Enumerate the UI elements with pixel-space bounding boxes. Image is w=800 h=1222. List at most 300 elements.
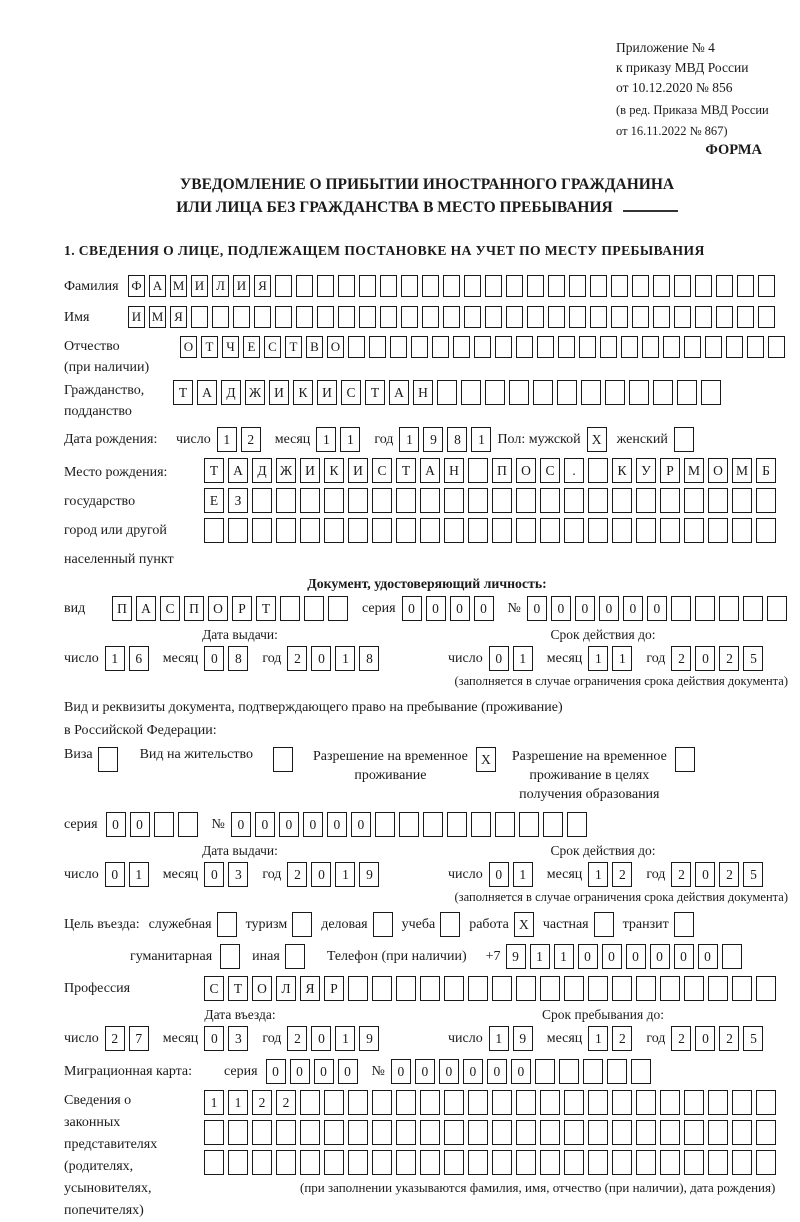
- char-box[interactable]: [557, 380, 577, 405]
- char-box[interactable]: [212, 306, 229, 328]
- char-box[interactable]: 0: [626, 944, 646, 969]
- char-box[interactable]: [636, 976, 656, 1001]
- char-box[interactable]: [695, 596, 715, 621]
- char-box[interactable]: А: [389, 380, 409, 405]
- char-box[interactable]: С: [160, 596, 180, 621]
- char-box[interactable]: [701, 380, 721, 405]
- char-box[interactable]: 0: [311, 862, 331, 887]
- char-box[interactable]: [705, 336, 722, 358]
- purpose-business-checkbox[interactable]: [373, 912, 393, 937]
- char-box[interactable]: 0: [314, 1059, 334, 1084]
- char-box[interactable]: [756, 976, 776, 1001]
- char-box[interactable]: [324, 1090, 344, 1115]
- char-box[interactable]: [390, 336, 407, 358]
- char-box[interactable]: [674, 306, 691, 328]
- char-box[interactable]: Н: [413, 380, 433, 405]
- doc-type-boxes[interactable]: [112, 596, 352, 621]
- char-box[interactable]: [396, 488, 416, 513]
- char-box[interactable]: [564, 1090, 584, 1115]
- char-box[interactable]: 0: [338, 1059, 358, 1084]
- char-box[interactable]: Т: [285, 336, 302, 358]
- char-box[interactable]: [464, 306, 481, 328]
- char-box[interactable]: 0: [311, 1026, 331, 1051]
- char-box[interactable]: [495, 336, 512, 358]
- char-box[interactable]: 0: [602, 944, 622, 969]
- purpose-humanitarian-checkbox[interactable]: [220, 944, 240, 969]
- char-box[interactable]: О: [708, 458, 728, 483]
- char-box[interactable]: Я: [300, 976, 320, 1001]
- char-box[interactable]: А: [420, 458, 440, 483]
- birth-day-boxes[interactable]: [217, 427, 265, 452]
- id-expiry-month-boxes[interactable]: [588, 646, 636, 671]
- char-box[interactable]: [732, 1090, 752, 1115]
- char-box[interactable]: М: [170, 275, 187, 297]
- char-box[interactable]: А: [228, 458, 248, 483]
- char-box[interactable]: 1: [204, 1090, 224, 1115]
- char-box[interactable]: [708, 1090, 728, 1115]
- char-box[interactable]: 2: [719, 862, 739, 887]
- char-box[interactable]: [492, 488, 512, 513]
- char-box[interactable]: [674, 275, 691, 297]
- char-box[interactable]: Ч: [222, 336, 239, 358]
- char-box[interactable]: 0: [231, 812, 251, 837]
- char-box[interactable]: [612, 1120, 632, 1145]
- char-box[interactable]: [304, 596, 324, 621]
- char-box[interactable]: [485, 380, 505, 405]
- char-box[interactable]: [444, 976, 464, 1001]
- char-box[interactable]: [527, 306, 544, 328]
- char-box[interactable]: [708, 1150, 728, 1175]
- char-box[interactable]: 1: [217, 427, 237, 452]
- char-box[interactable]: 0: [415, 1059, 435, 1084]
- char-box[interactable]: А: [197, 380, 217, 405]
- char-box[interactable]: [280, 596, 300, 621]
- char-box[interactable]: [324, 488, 344, 513]
- char-box[interactable]: 5: [743, 646, 763, 671]
- char-box[interactable]: [612, 518, 632, 543]
- char-box[interactable]: [233, 306, 250, 328]
- char-box[interactable]: А: [136, 596, 156, 621]
- char-box[interactable]: [178, 812, 198, 837]
- char-box[interactable]: [474, 336, 491, 358]
- char-box[interactable]: [708, 518, 728, 543]
- char-box[interactable]: [660, 518, 680, 543]
- char-box[interactable]: [677, 380, 697, 405]
- char-box[interactable]: 2: [671, 646, 691, 671]
- patronymic-boxes[interactable]: [180, 336, 789, 358]
- char-box[interactable]: 1: [316, 427, 336, 452]
- char-box[interactable]: [684, 518, 704, 543]
- char-box[interactable]: 0: [391, 1059, 411, 1084]
- char-box[interactable]: Р: [660, 458, 680, 483]
- char-box[interactable]: [300, 1150, 320, 1175]
- char-box[interactable]: Р: [324, 976, 344, 1001]
- char-box[interactable]: [632, 275, 649, 297]
- char-box[interactable]: [621, 336, 638, 358]
- char-box[interactable]: 1: [471, 427, 491, 452]
- char-box[interactable]: [588, 488, 608, 513]
- char-box[interactable]: [663, 336, 680, 358]
- char-box[interactable]: 9: [513, 1026, 533, 1051]
- char-box[interactable]: Я: [170, 306, 187, 328]
- char-box[interactable]: 2: [287, 1026, 307, 1051]
- char-box[interactable]: [468, 458, 488, 483]
- char-box[interactable]: [423, 812, 443, 837]
- char-box[interactable]: [296, 306, 313, 328]
- char-box[interactable]: [492, 1120, 512, 1145]
- char-box[interactable]: 1: [588, 646, 608, 671]
- char-box[interactable]: [420, 1090, 440, 1115]
- char-box[interactable]: Д: [252, 458, 272, 483]
- char-box[interactable]: [768, 336, 785, 358]
- char-box[interactable]: [716, 306, 733, 328]
- char-box[interactable]: 0: [290, 1059, 310, 1084]
- char-box[interactable]: .: [564, 458, 584, 483]
- id-expiry-year-boxes[interactable]: [671, 646, 767, 671]
- char-box[interactable]: К: [324, 458, 344, 483]
- char-box[interactable]: [540, 518, 560, 543]
- char-box[interactable]: [422, 306, 439, 328]
- char-box[interactable]: [564, 488, 584, 513]
- char-box[interactable]: [328, 596, 348, 621]
- purpose-study-checkbox[interactable]: [440, 912, 460, 937]
- char-box[interactable]: [548, 306, 565, 328]
- char-box[interactable]: Т: [256, 596, 276, 621]
- char-box[interactable]: 0: [351, 812, 371, 837]
- char-box[interactable]: [396, 1150, 416, 1175]
- char-box[interactable]: [611, 306, 628, 328]
- char-box[interactable]: [684, 1150, 704, 1175]
- char-box[interactable]: 1: [588, 862, 608, 887]
- char-box[interactable]: [369, 336, 386, 358]
- char-box[interactable]: З: [228, 488, 248, 513]
- char-box[interactable]: [348, 1090, 368, 1115]
- char-box[interactable]: [453, 336, 470, 358]
- char-box[interactable]: [540, 1090, 560, 1115]
- char-box[interactable]: 0: [439, 1059, 459, 1084]
- char-box[interactable]: [372, 976, 392, 1001]
- char-box[interactable]: [300, 1120, 320, 1145]
- char-box[interactable]: [533, 380, 553, 405]
- char-box[interactable]: [228, 1120, 248, 1145]
- char-box[interactable]: [396, 976, 416, 1001]
- purpose-official-checkbox[interactable]: [217, 912, 237, 937]
- char-box[interactable]: Б: [756, 458, 776, 483]
- char-box[interactable]: [684, 976, 704, 1001]
- char-box[interactable]: [636, 1150, 656, 1175]
- char-box[interactable]: И: [191, 275, 208, 297]
- purpose-transit-checkbox[interactable]: [674, 912, 694, 937]
- char-box[interactable]: [516, 1150, 536, 1175]
- char-box[interactable]: [411, 336, 428, 358]
- char-box[interactable]: [420, 1150, 440, 1175]
- representatives-row3-boxes[interactable]: [204, 1150, 780, 1175]
- char-box[interactable]: [527, 275, 544, 297]
- entry-day-boxes[interactable]: [105, 1026, 153, 1051]
- char-box[interactable]: [588, 1150, 608, 1175]
- representatives-row2-boxes[interactable]: [204, 1120, 780, 1145]
- citizenship-boxes[interactable]: [173, 380, 725, 405]
- char-box[interactable]: [401, 306, 418, 328]
- doc-series-boxes[interactable]: [402, 596, 498, 621]
- char-box[interactable]: [372, 488, 392, 513]
- char-box[interactable]: О: [180, 336, 197, 358]
- char-box[interactable]: 2: [671, 862, 691, 887]
- name-boxes[interactable]: [128, 306, 779, 328]
- char-box[interactable]: [509, 380, 529, 405]
- char-box[interactable]: Ж: [245, 380, 265, 405]
- char-box[interactable]: 7: [129, 1026, 149, 1051]
- char-box[interactable]: С: [372, 458, 392, 483]
- char-box[interactable]: [276, 488, 296, 513]
- char-box[interactable]: [636, 518, 656, 543]
- char-box[interactable]: [468, 976, 488, 1001]
- stay-year-boxes[interactable]: [671, 1026, 767, 1051]
- char-box[interactable]: 1: [228, 1090, 248, 1115]
- char-box[interactable]: [468, 1090, 488, 1115]
- char-box[interactable]: [399, 812, 419, 837]
- char-box[interactable]: [564, 1120, 584, 1145]
- char-box[interactable]: 1: [340, 427, 360, 452]
- entry-year-boxes[interactable]: [287, 1026, 383, 1051]
- char-box[interactable]: [767, 596, 787, 621]
- char-box[interactable]: [338, 275, 355, 297]
- char-box[interactable]: [579, 336, 596, 358]
- char-box[interactable]: [401, 275, 418, 297]
- char-box[interactable]: [444, 1120, 464, 1145]
- char-box[interactable]: [348, 1150, 368, 1175]
- char-box[interactable]: С: [204, 976, 224, 1001]
- char-box[interactable]: [564, 1150, 584, 1175]
- char-box[interactable]: [276, 1120, 296, 1145]
- char-box[interactable]: [588, 1120, 608, 1145]
- char-box[interactable]: О: [252, 976, 272, 1001]
- char-box[interactable]: 1: [335, 646, 355, 671]
- residence-number-boxes[interactable]: [231, 812, 591, 837]
- char-box[interactable]: П: [492, 458, 512, 483]
- char-box[interactable]: [535, 1059, 555, 1084]
- char-box[interactable]: [420, 488, 440, 513]
- char-box[interactable]: [324, 1120, 344, 1145]
- char-box[interactable]: Т: [396, 458, 416, 483]
- char-box[interactable]: [275, 275, 292, 297]
- char-box[interactable]: Т: [228, 976, 248, 1001]
- res-issue-month-boxes[interactable]: [204, 862, 252, 887]
- char-box[interactable]: 1: [399, 427, 419, 452]
- char-box[interactable]: Ж: [276, 458, 296, 483]
- char-box[interactable]: [653, 306, 670, 328]
- char-box[interactable]: [228, 1150, 248, 1175]
- char-box[interactable]: [629, 380, 649, 405]
- id-issue-year-boxes[interactable]: [287, 646, 383, 671]
- char-box[interactable]: [671, 596, 691, 621]
- char-box[interactable]: [317, 275, 334, 297]
- char-box[interactable]: [722, 944, 742, 969]
- char-box[interactable]: [543, 812, 563, 837]
- char-box[interactable]: [338, 306, 355, 328]
- entry-month-boxes[interactable]: [204, 1026, 252, 1051]
- char-box[interactable]: [461, 380, 481, 405]
- char-box[interactable]: [612, 976, 632, 1001]
- char-box[interactable]: [276, 518, 296, 543]
- phone-boxes[interactable]: [506, 944, 746, 969]
- char-box[interactable]: [443, 275, 460, 297]
- id-expiry-day-boxes[interactable]: [489, 646, 537, 671]
- char-box[interactable]: [537, 336, 554, 358]
- char-box[interactable]: 0: [695, 862, 715, 887]
- char-box[interactable]: [380, 275, 397, 297]
- char-box[interactable]: [612, 1090, 632, 1115]
- char-box[interactable]: [607, 1059, 627, 1084]
- char-box[interactable]: [612, 1150, 632, 1175]
- char-box[interactable]: [588, 518, 608, 543]
- char-box[interactable]: 2: [105, 1026, 125, 1051]
- char-box[interactable]: 0: [527, 596, 547, 621]
- purpose-work-checkbox[interactable]: X: [514, 912, 534, 937]
- birthplace-row2-boxes[interactable]: [204, 488, 780, 513]
- char-box[interactable]: [737, 306, 754, 328]
- char-box[interactable]: [569, 275, 586, 297]
- birth-year-boxes[interactable]: [399, 427, 495, 452]
- char-box[interactable]: [732, 1120, 752, 1145]
- char-box[interactable]: [653, 275, 670, 297]
- migcard-series-boxes[interactable]: [266, 1059, 362, 1084]
- char-box[interactable]: [252, 518, 272, 543]
- char-box[interactable]: [348, 976, 368, 1001]
- char-box[interactable]: [590, 275, 607, 297]
- char-box[interactable]: [695, 275, 712, 297]
- char-box[interactable]: И: [348, 458, 368, 483]
- char-box[interactable]: 1: [588, 1026, 608, 1051]
- char-box[interactable]: 1: [513, 646, 533, 671]
- char-box[interactable]: Т: [365, 380, 385, 405]
- char-box[interactable]: [540, 1120, 560, 1145]
- char-box[interactable]: Я: [254, 275, 271, 297]
- char-box[interactable]: Л: [212, 275, 229, 297]
- char-box[interactable]: [492, 1090, 512, 1115]
- char-box[interactable]: 2: [241, 427, 261, 452]
- char-box[interactable]: 0: [279, 812, 299, 837]
- purpose-private-checkbox[interactable]: [594, 912, 614, 937]
- char-box[interactable]: И: [233, 275, 250, 297]
- char-box[interactable]: [492, 1150, 512, 1175]
- char-box[interactable]: [348, 336, 365, 358]
- char-box[interactable]: [444, 518, 464, 543]
- char-box[interactable]: [716, 275, 733, 297]
- char-box[interactable]: 9: [423, 427, 443, 452]
- char-box[interactable]: [252, 1150, 272, 1175]
- char-box[interactable]: [540, 1150, 560, 1175]
- stay-month-boxes[interactable]: [588, 1026, 636, 1051]
- char-box[interactable]: [444, 1150, 464, 1175]
- char-box[interactable]: Ф: [128, 275, 145, 297]
- char-box[interactable]: [396, 1120, 416, 1145]
- char-box[interactable]: 0: [266, 1059, 286, 1084]
- char-box[interactable]: [540, 976, 560, 1001]
- char-box[interactable]: [684, 336, 701, 358]
- char-box[interactable]: М: [732, 458, 752, 483]
- char-box[interactable]: 0: [695, 646, 715, 671]
- char-box[interactable]: О: [327, 336, 344, 358]
- char-box[interactable]: 1: [129, 862, 149, 887]
- char-box[interactable]: Е: [204, 488, 224, 513]
- char-box[interactable]: [372, 518, 392, 543]
- char-box[interactable]: [559, 1059, 579, 1084]
- char-box[interactable]: [204, 518, 224, 543]
- char-box[interactable]: 0: [106, 812, 126, 837]
- char-box[interactable]: [372, 1150, 392, 1175]
- char-box[interactable]: [564, 976, 584, 1001]
- char-box[interactable]: В: [306, 336, 323, 358]
- char-box[interactable]: 0: [402, 596, 422, 621]
- char-box[interactable]: 0: [130, 812, 150, 837]
- permit-residence-checkbox[interactable]: [273, 747, 293, 772]
- sex-female-checkbox[interactable]: [674, 427, 694, 452]
- char-box[interactable]: [732, 1150, 752, 1175]
- char-box[interactable]: 0: [255, 812, 275, 837]
- char-box[interactable]: У: [636, 458, 656, 483]
- profession-boxes[interactable]: [204, 976, 780, 1001]
- char-box[interactable]: [600, 336, 617, 358]
- char-box[interactable]: [737, 275, 754, 297]
- char-box[interactable]: 0: [578, 944, 598, 969]
- char-box[interactable]: [468, 1150, 488, 1175]
- char-box[interactable]: 0: [489, 862, 509, 887]
- char-box[interactable]: 0: [426, 596, 446, 621]
- char-box[interactable]: 0: [204, 1026, 224, 1051]
- char-box[interactable]: 3: [228, 1026, 248, 1051]
- char-box[interactable]: 1: [489, 1026, 509, 1051]
- char-box[interactable]: 6: [129, 646, 149, 671]
- char-box[interactable]: 0: [327, 812, 347, 837]
- char-box[interactable]: [471, 812, 491, 837]
- char-box[interactable]: 0: [450, 596, 470, 621]
- char-box[interactable]: 5: [743, 862, 763, 887]
- char-box[interactable]: [567, 812, 587, 837]
- char-box[interactable]: [605, 380, 625, 405]
- char-box[interactable]: [756, 1120, 776, 1145]
- char-box[interactable]: П: [184, 596, 204, 621]
- char-box[interactable]: Т: [204, 458, 224, 483]
- char-box[interactable]: [348, 488, 368, 513]
- char-box[interactable]: [516, 336, 533, 358]
- char-box[interactable]: 1: [554, 944, 574, 969]
- char-box[interactable]: [519, 812, 539, 837]
- char-box[interactable]: 0: [647, 596, 667, 621]
- char-box[interactable]: [708, 1120, 728, 1145]
- char-box[interactable]: [684, 1120, 704, 1145]
- char-box[interactable]: [719, 596, 739, 621]
- char-box[interactable]: [443, 306, 460, 328]
- char-box[interactable]: К: [612, 458, 632, 483]
- char-box[interactable]: Н: [444, 458, 464, 483]
- char-box[interactable]: С: [264, 336, 281, 358]
- char-box[interactable]: 2: [276, 1090, 296, 1115]
- res-expiry-month-boxes[interactable]: [588, 862, 636, 887]
- char-box[interactable]: [708, 488, 728, 513]
- char-box[interactable]: [359, 275, 376, 297]
- char-box[interactable]: [569, 306, 586, 328]
- char-box[interactable]: [420, 518, 440, 543]
- res-issue-day-boxes[interactable]: [105, 862, 153, 887]
- char-box[interactable]: [726, 336, 743, 358]
- char-box[interactable]: [296, 275, 313, 297]
- char-box[interactable]: 5: [743, 1026, 763, 1051]
- char-box[interactable]: 0: [551, 596, 571, 621]
- char-box[interactable]: 0: [599, 596, 619, 621]
- char-box[interactable]: 0: [695, 1026, 715, 1051]
- char-box[interactable]: [485, 306, 502, 328]
